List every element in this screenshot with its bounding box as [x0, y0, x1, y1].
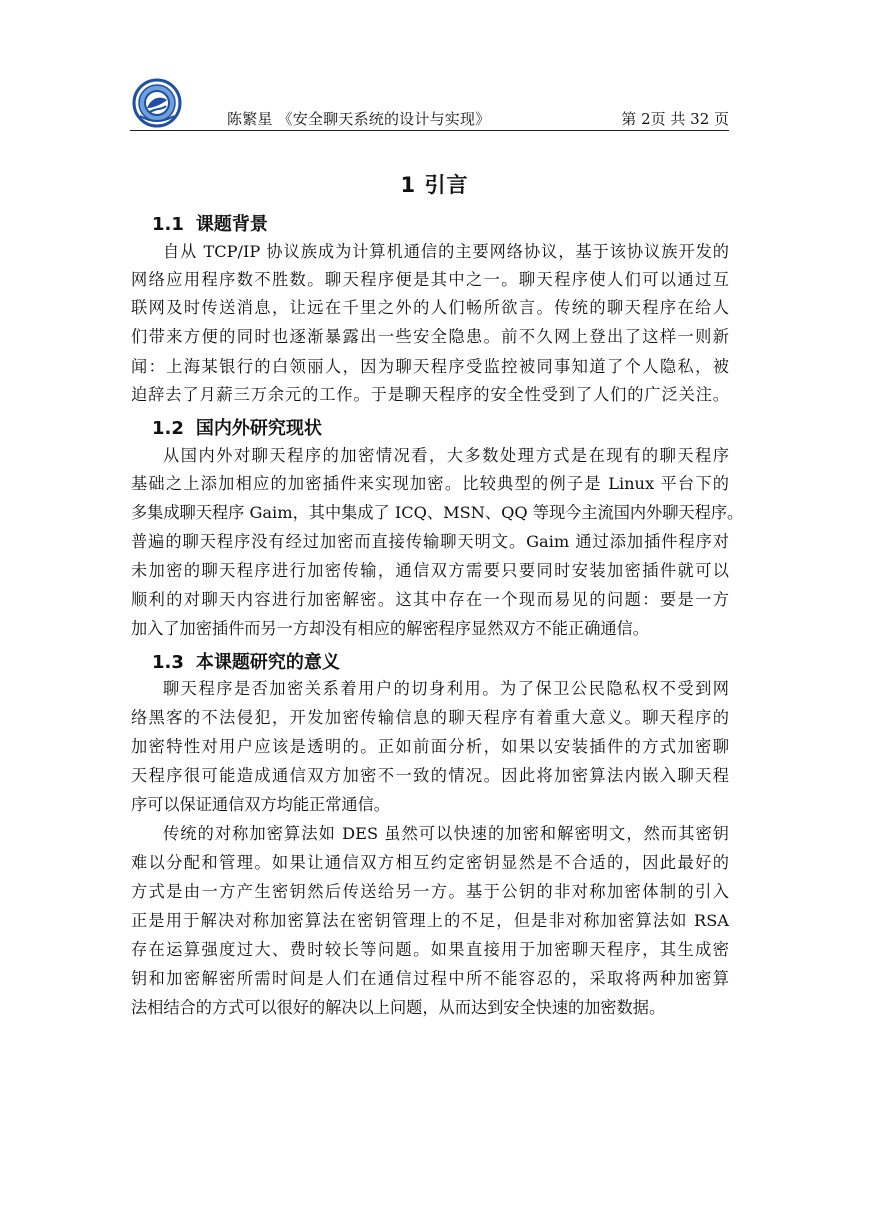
section-heading-1-2 — [152, 414, 322, 440]
paragraph-line: 加密特性对用户应该是透明的。正如前面分析，如果以安装插件的方式加密聊 — [131, 737, 729, 756]
paragraph-line: 基础之上添加相应的加密插件来实现加密。比较典型的例子是 Linux 平台下的 — [131, 474, 729, 493]
paragraph-line: 加入了加密插件而另一方却没有相应的解密程序显然双方不能正确通信。 — [131, 619, 649, 638]
paragraph-line: 聊天程序是否加密关系着用户的切身利用。为了保卫公民隐私权不受到网 — [163, 679, 729, 698]
paragraph-line: 络黑客的不法侵犯，开发加密传输信息的聊天程序有着重大意义。聊天程序的 — [131, 708, 729, 727]
header-title: 陈繁星 《安全聊天系统的设计与实现》 — [227, 110, 491, 128]
paragraph-line: 方式是由一方产生密钥然后传送给另一方。基于公钥的非对称加密体制的引入 — [131, 882, 729, 901]
section-heading-1-3 — [152, 648, 340, 674]
paragraph-line: 闻：上海某银行的白领丽人，因为聊天程序受监控被同事知道了个人隐私，被 — [131, 357, 729, 376]
chapter-title: 1 引言 — [400, 173, 469, 197]
section-heading-1-1 — [152, 210, 268, 236]
header-divider — [130, 130, 729, 131]
paragraph-line: 网络应用程序数不胜数。聊天程序便是其中之一。聊天程序使人们可以通过互 — [131, 270, 729, 289]
paragraph-line: 法相结合的方式可以很好的解决以上问题，从而达到安全快速的加密数据。 — [131, 998, 666, 1017]
paragraph-line: 存在运算强度过大、费时较长等问题。如果直接用于加密聊天程序，其生成密 — [131, 940, 729, 959]
paragraph-line: 传统的对称加密算法如 DES 虽然可以快速的加密和解密明文，然而其密钥 — [163, 824, 729, 843]
section-title: 课题背景 — [195, 214, 268, 235]
paragraph-line: 钥和加密解密所需时间是人们在通信过程中所不能容忍的，采取将两种加密算 — [131, 969, 729, 988]
header-page-number: 第 2页 共 32 页 — [621, 110, 729, 128]
section-number: 1.3 — [152, 652, 184, 673]
paragraph-line: 普遍的聊天程序没有经过加密而直接传输聊天明文。Gaim 通过添加插件程序对 — [131, 532, 729, 551]
paragraph-line: 自从 TCP/IP 协议族成为计算机通信的主要网络协议，基于该协议族开发的 — [163, 242, 729, 261]
paragraph-line: 们带来方便的同时也逐渐暴露出一些安全隐患。前不久网上登出了这样一则新 — [131, 327, 729, 346]
paragraph-line: 正是用于解决对称加密算法在密钥管理上的不足，但是非对称加密算法如 RSA — [131, 911, 729, 930]
paragraph-line: 多集成聊天程序 Gaim，其中集成了 ICQ、MSN、QQ 等现今主流国内外聊天程序。 — [131, 503, 744, 522]
section-number: 1.1 — [152, 214, 184, 235]
paragraph-line: 从国内外对聊天程序的加密情况看，大多数处理方式是在现有的聊天程序 — [163, 446, 729, 465]
paragraph-line: 联网及时传送消息，让远在千里之外的人们畅所欲言。传统的聊天程序在给人 — [131, 298, 729, 317]
university-logo-icon — [132, 78, 182, 128]
section-title: 国内外研究现状 — [195, 418, 322, 439]
paragraph-line: 难以分配和管理。如果让通信双方相互约定密钥显然是不合适的，因此最好的 — [131, 853, 729, 872]
paragraph-line: 顺利的对聊天内容进行加密解密。这其中存在一个现而易见的问题：要是一方 — [131, 590, 729, 609]
section-title: 本课题研究的意义 — [195, 652, 340, 673]
paragraph-line: 未加密的聊天程序进行加密传输，通信双方需要只要同时安装加密插件就可以 — [131, 561, 729, 580]
paragraph-line: 天程序很可能造成通信双方加密不一致的情况。因此将加密算法内嵌入聊天程 — [131, 766, 729, 785]
section-number: 1.2 — [152, 418, 184, 439]
paragraph-line: 迫辞去了月薪三万余元的工作。于是聊天程序的安全性受到了人们的广泛关注。 — [131, 385, 729, 404]
paragraph-line: 序可以保证通信双方均能正常通信。 — [131, 795, 390, 814]
